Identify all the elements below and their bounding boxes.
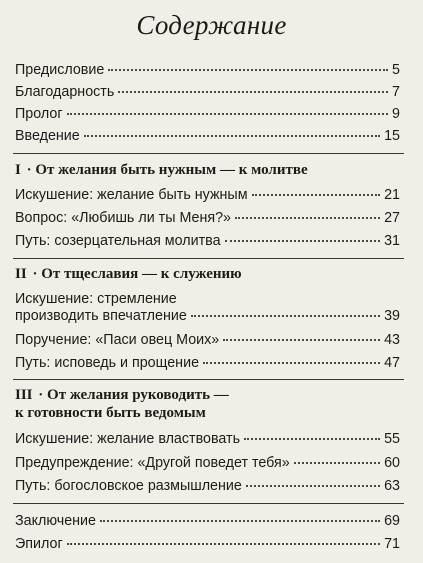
page-title: Содержание [136, 10, 287, 40]
entry-label: Благодарность [15, 84, 115, 100]
dot-leader [108, 69, 388, 71]
page-number: 15 [384, 128, 400, 144]
dot-leader [223, 339, 380, 341]
page-number: 63 [384, 478, 400, 494]
toc-entry-introduction[interactable] [15, 127, 400, 145]
entry-label: Заключение [15, 513, 96, 529]
section-divider [13, 153, 404, 154]
page-number: 69 [384, 513, 400, 529]
part-heading-3-line2 [15, 404, 405, 422]
entry-label: Путь: созерцательная молитва [15, 233, 221, 249]
dot-leader [252, 194, 381, 196]
section-divider [13, 379, 404, 380]
page-number: 9 [392, 106, 400, 122]
section-divider [13, 503, 404, 504]
toc-entry-epilogue[interactable] [15, 535, 400, 553]
page-number: 27 [384, 210, 400, 226]
part-title: От желания руководить — [47, 387, 229, 403]
page-number: 31 [384, 233, 400, 249]
part-numeral: II [15, 266, 27, 282]
page-number: 21 [384, 187, 400, 203]
entry-label: Введение [15, 128, 80, 144]
toc-entry-temptation-2[interactable] [15, 307, 400, 325]
part-title: От тщеславия — к служению [41, 266, 242, 282]
dot-leader [67, 113, 389, 115]
toc-entry-path-1[interactable] [15, 232, 400, 250]
entry-label: Путь: исповедь и прощение [15, 355, 200, 371]
dot-leader [244, 438, 380, 440]
toc-entry-path-3[interactable] [15, 477, 400, 495]
part-title: От желания быть нужным — к молитве [35, 162, 308, 178]
toc-entry-conclusion[interactable] [15, 512, 400, 530]
dot-leader [294, 462, 380, 464]
entry-label: Искушение: желание быть нужным [15, 187, 248, 203]
toc-entry-temptation-2-line1[interactable] [15, 290, 400, 308]
dot-leader [246, 485, 380, 487]
entry-label: Путь: богословское размышление [15, 478, 242, 494]
page-number: 5 [392, 62, 400, 78]
part-numeral: I [15, 162, 21, 178]
dot-leader [118, 91, 388, 93]
entry-label: Вопрос: «Любишь ли ты Меня?» [15, 210, 232, 226]
dot-leader [235, 217, 380, 219]
entry-label: Пролог [15, 106, 63, 122]
page-number: 55 [384, 431, 400, 447]
part-numeral: III [15, 387, 33, 403]
toc-entry-commission[interactable] [15, 331, 400, 349]
dot-leader [225, 240, 381, 242]
section-divider [13, 258, 404, 259]
part-heading-1 [15, 161, 405, 179]
part-separator: · [26, 162, 32, 178]
part-separator: · [32, 266, 38, 282]
entry-label: Предисловие [15, 62, 105, 78]
dot-leader [84, 135, 380, 137]
part-title-line2: к готовности быть ведомым [15, 405, 206, 421]
page-number: 60 [384, 455, 400, 471]
page-number: 47 [384, 355, 400, 371]
page-number: 43 [384, 332, 400, 348]
toc-entry-warning[interactable] [15, 454, 400, 472]
dot-leader [191, 315, 380, 317]
part-heading-2 [15, 265, 405, 283]
entry-label: Искушение: желание властвовать [15, 431, 241, 447]
entry-label: Эпилог [15, 536, 63, 552]
dot-leader [100, 520, 380, 522]
part-separator: · [38, 387, 44, 403]
toc-entry-temptation-3[interactable] [15, 430, 400, 448]
page-number: 39 [384, 308, 400, 324]
dot-leader [203, 362, 380, 364]
entry-label: Предупреждение: «Другой поведет тебя» [15, 455, 290, 471]
entry-label: производить впечатление [15, 308, 187, 324]
toc-entry-foreword[interactable] [15, 61, 400, 79]
toc-entry-path-2[interactable] [15, 354, 400, 372]
toc-entry-question[interactable] [15, 209, 400, 227]
toc-entry-acknowledgements[interactable] [15, 83, 400, 101]
part-heading-3 [15, 386, 405, 404]
page-number: 7 [392, 84, 400, 100]
entry-label: Искушение: стремление [15, 291, 177, 307]
entry-label: Поручение: «Паси овец Моих» [15, 332, 220, 348]
dot-leader [67, 543, 380, 545]
toc-entry-temptation-1[interactable] [15, 186, 400, 204]
page-number: 71 [384, 536, 400, 552]
toc-entry-prologue[interactable] [15, 105, 400, 123]
